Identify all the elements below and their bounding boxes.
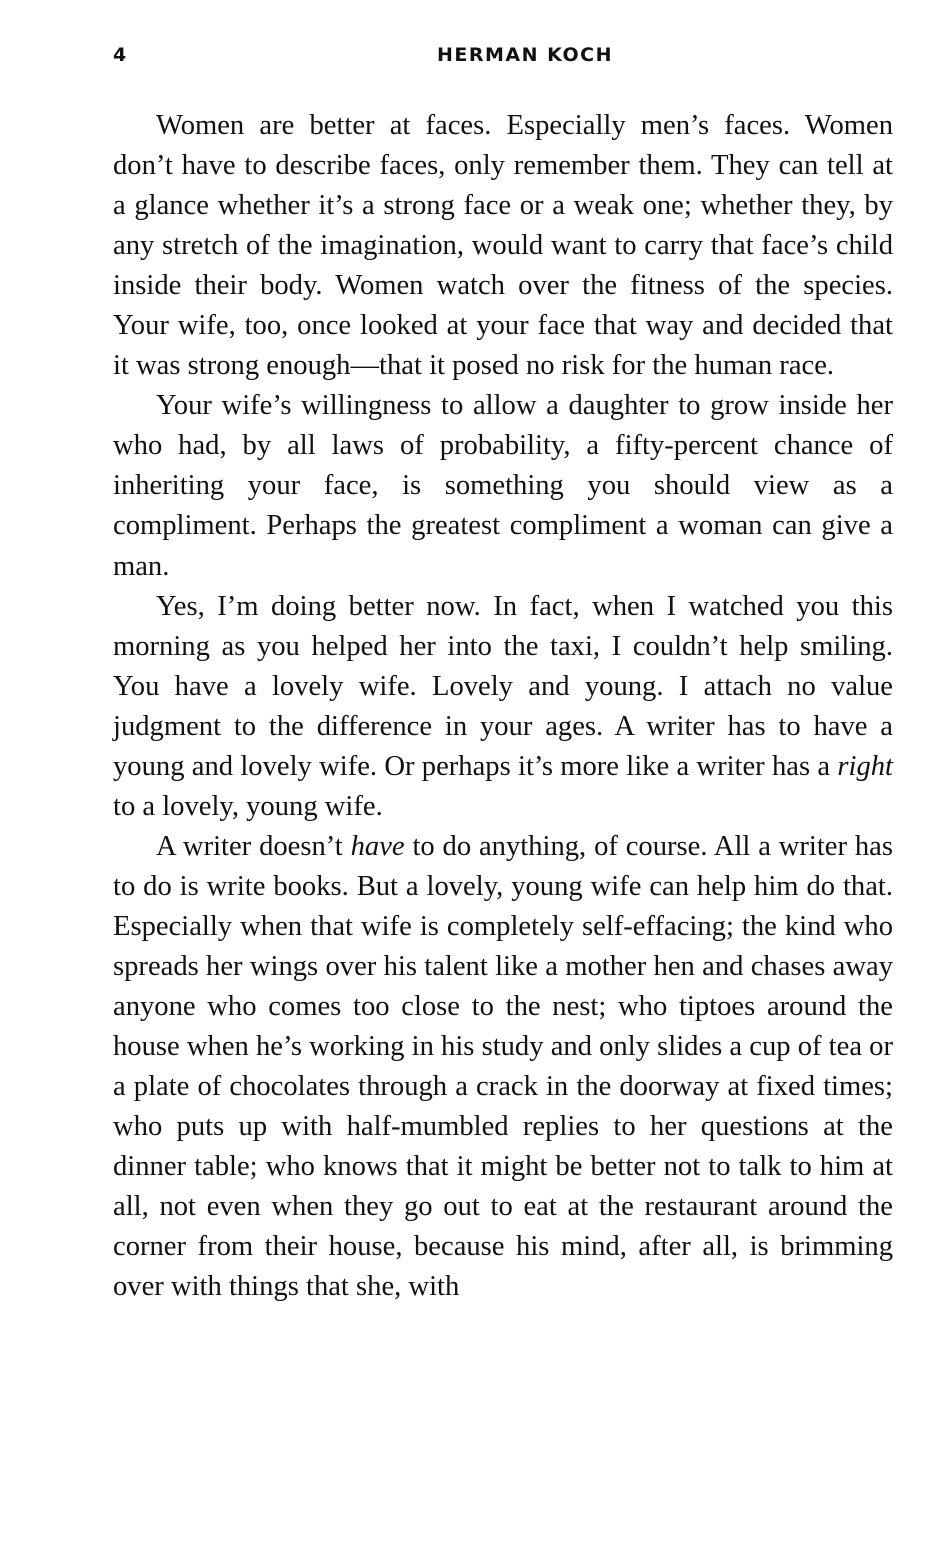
paragraph-text: Women are better at faces. Especially men’s faces. Women don’t have to describe faces, only remember them. They can tell at a glance whether it’s a strong face or a weak one; whether they, by any stretch of the imagination, would want to carry that face’s child inside their body. Women watch over the fitness of the species. Your wife, too, once looked at your face that way and decided that it was strong enough—that it posed no risk for the human race. — [113, 110, 893, 382]
paragraph-text: Yes, I’m doing better now. In fact, when I watched you this morning as you helped her into the taxi, I couldn’t help smiling. You have a lovely wife. Lovely and young. I attach no value judgment to the difference in your ages. A writer has to have a young and lovely wife. Or perhaps it’s more like a writer has a — [113, 590, 893, 782]
running-title: HERMAN KOCH — [436, 44, 613, 66]
paragraph-text: to a lovely, young wife. — [113, 790, 383, 822]
paragraph — [113, 587, 893, 827]
running-head — [113, 44, 893, 74]
page-number: 4 — [113, 44, 128, 66]
italic-emphasis: have — [350, 830, 405, 862]
paragraph-text: to do anything, of course. All a writer has to do is write books. But a lovely, young wife can help him do that. Especially when that wife is completely self-effacing; the kind who spreads her wings over his talent like a mother hen and chases away anyone who comes too close to the nest; who tiptoes around the house when he’s working in his study and only slides a cup of tea or a plate of chocolates through a crack in the doorway at fixed times; who puts up with half-mumbled replies to her questions at the dinner table; who knows that it might be better not to talk to him at all, not even when they go out to eat at the restaurant around the corner from their house, because his mind, after all, is brimming over with things that she, with — [113, 830, 893, 1303]
paragraph — [113, 386, 893, 586]
paragraph — [113, 106, 893, 386]
italic-emphasis: right — [837, 750, 893, 782]
paragraph — [113, 827, 893, 1308]
paragraph-text: A writer doesn’t — [156, 830, 351, 862]
body-text — [113, 106, 893, 1307]
paragraph-text: Your wife’s willingness to allow a daughter to grow inside her who had, by all laws of probability, a fifty-percent chance of inheriting your face, is something you should view as a compliment. Perhaps the greatest compliment a woman can give a man. — [113, 390, 893, 582]
